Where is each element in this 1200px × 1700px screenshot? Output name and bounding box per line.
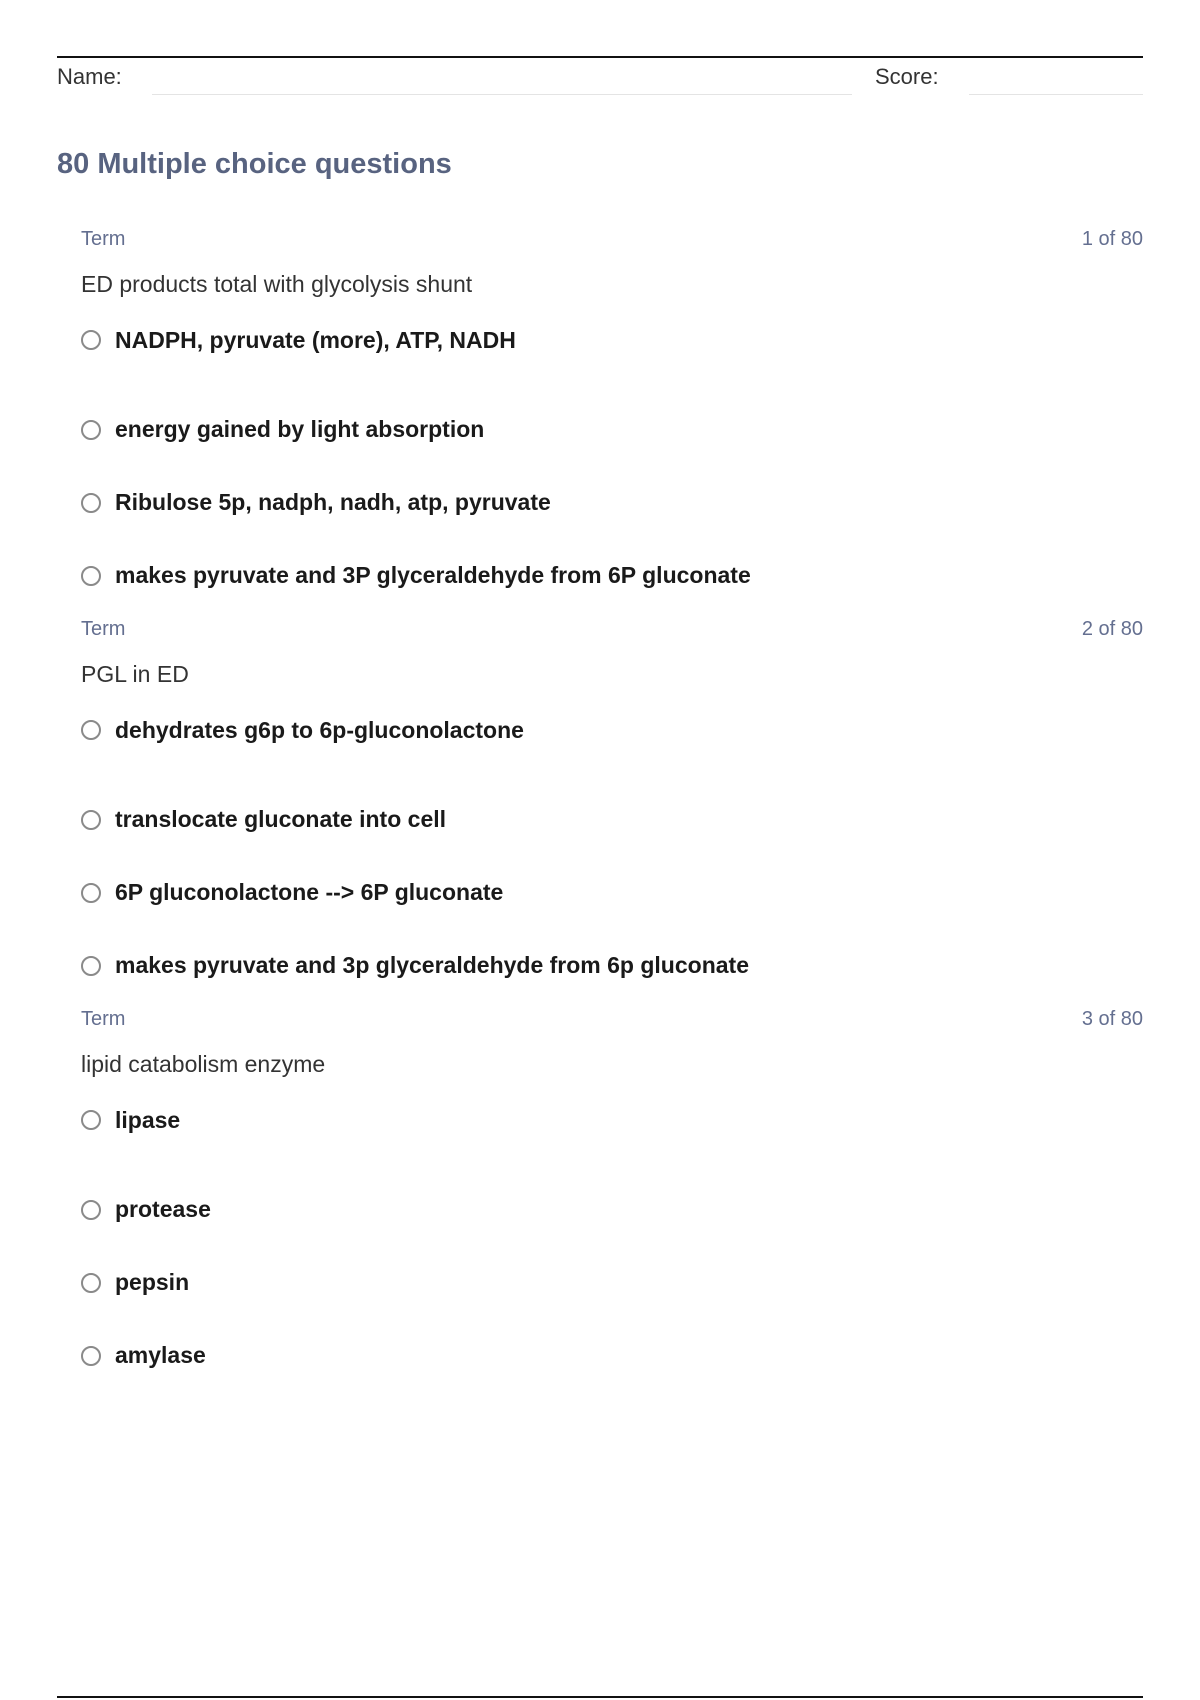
answer-text: NADPH, pyruvate (more), ATP, NADH — [115, 326, 516, 353]
answer-text: Ribulose 5p, nadph, nadh, atp, pyruvate — [115, 489, 551, 515]
term-label: Term — [81, 618, 126, 640]
answer-text: energy gained by light absorption — [115, 416, 485, 442]
answer-option[interactable] — [81, 929, 1143, 1002]
name-score-row — [57, 62, 1143, 98]
question-prompt: ED products total with glycolysis shunt — [81, 271, 473, 297]
question-card — [57, 228, 1143, 612]
answer-text: 6P gluconolactone --> 6P gluconate — [115, 879, 504, 905]
radio-button-icon[interactable] — [81, 810, 101, 830]
score-label: Score: — [875, 64, 939, 89]
answer-option[interactable] — [81, 710, 1143, 750]
answer-option[interactable] — [81, 466, 1143, 539]
radio-button-icon[interactable] — [81, 493, 101, 513]
radio-button-icon[interactable] — [81, 420, 101, 440]
answer-option[interactable] — [81, 1319, 1143, 1392]
answer-text: protease — [115, 1196, 211, 1222]
name-field[interactable] — [152, 94, 852, 95]
answer-options — [57, 1100, 1143, 1392]
answer-option[interactable] — [81, 856, 1143, 929]
answer-option[interactable] — [81, 320, 1143, 360]
answer-options — [57, 710, 1143, 1002]
answer-option[interactable] — [81, 783, 1143, 856]
answer-option[interactable] — [81, 393, 1143, 466]
question-counter: 2 of 80 — [1081, 618, 1143, 640]
question-prompt: lipid catabolism enzyme — [81, 1051, 326, 1077]
radio-button-icon[interactable] — [81, 956, 101, 976]
page-title: 80 Multiple choice questions — [57, 148, 452, 180]
question-card — [57, 618, 1143, 1002]
answer-text: dehydrates g6p to 6p-gluconolactone — [115, 716, 524, 743]
term-label: Term — [81, 228, 126, 250]
radio-button-icon[interactable] — [81, 1110, 101, 1130]
bottom-rule — [57, 1696, 1143, 1698]
answer-text: pepsin — [115, 1269, 190, 1295]
answer-text: translocate gluconate into cell — [115, 806, 447, 832]
radio-button-icon[interactable] — [81, 1346, 101, 1366]
question-card — [57, 1008, 1143, 1392]
term-label: Term — [81, 1008, 126, 1030]
answer-text: makes pyruvate and 3P glyceraldehyde from 6P gluconate — [115, 562, 751, 588]
answer-option[interactable] — [81, 1173, 1143, 1246]
radio-button-icon[interactable] — [81, 1273, 101, 1293]
top-rule — [57, 56, 1143, 58]
radio-button-icon[interactable] — [81, 720, 101, 740]
answer-option[interactable] — [81, 1246, 1143, 1319]
answer-options — [57, 320, 1143, 612]
radio-button-icon[interactable] — [81, 1200, 101, 1220]
answer-text: lipase — [115, 1106, 181, 1133]
question-counter: 3 of 80 — [1081, 1008, 1143, 1030]
question-counter: 1 of 80 — [1081, 228, 1143, 250]
answer-option[interactable] — [81, 539, 1143, 612]
radio-button-icon[interactable] — [81, 566, 101, 586]
radio-button-icon[interactable] — [81, 883, 101, 903]
score-field[interactable] — [969, 94, 1143, 95]
answer-text: makes pyruvate and 3p glyceraldehyde from 6p gluconate — [115, 952, 749, 978]
answer-option[interactable] — [81, 1100, 1143, 1140]
answer-text: amylase — [115, 1342, 206, 1368]
question-prompt: PGL in ED — [81, 661, 189, 687]
radio-button-icon[interactable] — [81, 330, 101, 350]
name-label: Name: — [57, 64, 122, 89]
